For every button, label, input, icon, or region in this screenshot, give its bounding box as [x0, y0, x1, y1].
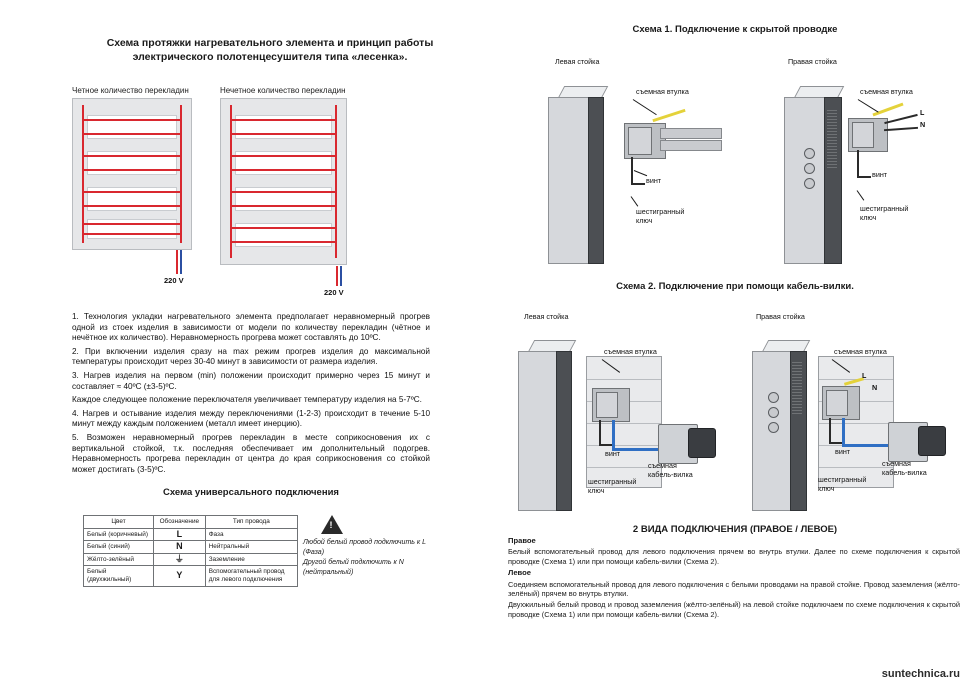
- table-header-row: [84, 516, 298, 529]
- label-N-2: N: [872, 383, 878, 392]
- scheme1-left-post-label: Левая стойка: [555, 57, 600, 66]
- cell-color-3: Жёлто-зелёный: [84, 553, 154, 566]
- ladder-even-caption: Четное количество перекладин: [72, 86, 189, 95]
- junction-box-face: [852, 122, 874, 148]
- leader-line: [631, 196, 639, 206]
- hex-key-shaft: [599, 420, 601, 446]
- cable-plug: [688, 428, 716, 458]
- voltage-label-even: 220 V: [164, 276, 184, 285]
- table-header-color: Цвет: [84, 516, 154, 529]
- junction-box-face: [596, 392, 618, 418]
- cell-type-3: Заземление: [205, 553, 297, 566]
- left-post-body: [518, 351, 558, 511]
- cell-type-4: Вспомогательный провод для левого подключения: [205, 566, 297, 586]
- junction-box-face: [628, 127, 652, 155]
- heating-line-left: [230, 105, 232, 258]
- ground-symbol-icon: ⏚: [153, 553, 205, 566]
- table-header-type: Тип провода: [205, 516, 297, 529]
- cell-type-2: Нейтральный: [205, 541, 297, 554]
- label-sleeve-4: съемная втулка: [834, 347, 887, 356]
- paragraph-4: 4. Нагрев и остывание изделия между переключениями (1-2-3) происходит в течение 5-10 минут между каждым положением (металл имеет инерцию).: [72, 408, 430, 429]
- left-post-side: [588, 97, 604, 264]
- hex-key-shaft: [829, 418, 831, 444]
- right-text: Белый вспомогательный провод для левого подключения прячем во внутрь втулки. Далее по схеме подключения к скрытой проводке (Схема 1) или при помощи кабель-вилки (Схема 2).: [508, 547, 960, 566]
- connection-wire: [842, 418, 845, 446]
- cell-color-1: Белый (коричневый): [84, 528, 154, 541]
- wiring-table: [83, 515, 298, 587]
- heating-line-right: [335, 105, 337, 258]
- cell-mark-4: Y: [153, 566, 205, 586]
- label-hexkey-1: шестигранный ключ: [636, 207, 685, 225]
- heating-line-rung: [82, 205, 182, 207]
- vent-grill-icon: [827, 110, 837, 170]
- ladder-rung: [87, 219, 177, 239]
- hex-key-handle: [857, 176, 871, 178]
- left-title: Схема протяжки нагревательного элемента и принцип работы электрического полотенцесушителя типа «лесенка».: [106, 37, 434, 63]
- ladder-even-wrap: [72, 86, 212, 285]
- leader-line: [858, 99, 879, 113]
- ladder-odd-figure: [220, 98, 347, 265]
- heating-line-rung: [230, 191, 337, 193]
- label-sleeve-1: съемная втулка: [636, 87, 689, 96]
- control-knobs-icon: [768, 392, 779, 437]
- scheme1-right-post-label: Правая стойка: [788, 57, 837, 66]
- wire-N: [884, 127, 918, 131]
- heating-line-rung: [82, 233, 182, 235]
- table-row: [84, 553, 298, 566]
- hidden-wiring-cable: [660, 128, 722, 139]
- cell-type-1: Фаза: [205, 528, 297, 541]
- left-paragraphs: [72, 312, 430, 478]
- heating-line-rung: [82, 223, 182, 225]
- cable-plug: [918, 426, 946, 456]
- cell-color-2: Белый (синий): [84, 541, 154, 554]
- label-sleeve-2: съемная втулка: [860, 87, 913, 96]
- power-lead-red: [176, 250, 178, 274]
- left-heading: Левое: [508, 568, 531, 578]
- label-sleeve-3: съемная втулка: [604, 347, 657, 356]
- left-post-side: [556, 351, 572, 511]
- paragraph-3: 3. Нагрев изделия на первом (min) положении происходит примерно через 15 минут и составляет ≈ 40ºС (±3-5)ºС.: [72, 370, 430, 391]
- heating-line-rung: [230, 119, 337, 121]
- control-knobs-icon: [804, 148, 815, 193]
- scheme1-title: Схема 1. Подключение к скрытой проводке: [632, 24, 838, 35]
- heating-line-rung: [230, 133, 337, 135]
- hex-key-handle: [829, 442, 842, 444]
- connection-types-title: 2 ВИДА ПОДКЛЮЧЕНИЯ (ПРАВОЕ / ЛЕВОЕ): [632, 524, 838, 535]
- ladder-even-figure: [72, 98, 192, 250]
- right-heading: Правое: [508, 536, 536, 545]
- paragraph-1: 1. Технология укладки нагревательного элемента предполагает неравномерный прогрев одной из стоек изделия в зависимости от модели по количеству перекладин (чётное и нечётное их количество). Неравномерность прогрева может составлять до 10ºС.: [72, 312, 430, 343]
- leader-line: [857, 190, 865, 200]
- vent-grill-icon: [792, 362, 802, 416]
- cell-mark-2: N: [153, 541, 205, 554]
- table-row: [84, 528, 298, 541]
- left-text-1: Соединяем вспомогательный провод для левого подключения с белыми проводами на правой стойке. Провод заземления (жёлто-зелёный) прячем во внутрь втулки.: [508, 579, 960, 599]
- site-footer: suntechnica.ru: [881, 668, 960, 680]
- label-screw-2: винт: [872, 170, 888, 179]
- ladder-diagrams: [72, 86, 432, 296]
- warning-note: [303, 515, 433, 578]
- label-hexkey-3: шестигранный ключ: [588, 477, 637, 495]
- warning-line-2: Другой белый подключить к N (нейтральный): [303, 559, 404, 576]
- ground-wire-yellow: [872, 103, 903, 117]
- cell-color-4: Белый (двухжильный): [84, 566, 154, 586]
- paragraph-2: 2. При включении изделия сразу на max режим прогрев изделия до максимальной температуры происходит через 30-40 минут в зависимости от размера изделия.: [72, 346, 430, 367]
- hidden-wiring-cable: [660, 140, 722, 151]
- left-post-body: [548, 97, 590, 264]
- table-row: [84, 566, 298, 586]
- label-hexkey-2: шестигранный ключ: [860, 204, 909, 222]
- heating-line-rung: [82, 119, 182, 121]
- junction-box-face: [826, 390, 848, 416]
- heating-line-rung: [230, 241, 337, 243]
- heating-line-rung: [230, 169, 337, 171]
- universal-scheme-title: Схема универсального подключения: [163, 487, 339, 498]
- heating-line-rung: [230, 155, 337, 157]
- scheme2-right-post-label: Правая стойка: [756, 312, 805, 321]
- right-column: [500, 0, 970, 686]
- table-row: [84, 541, 298, 554]
- label-cable-plug-1: съемная кабель-вилка: [648, 461, 693, 479]
- power-lead-blue: [340, 266, 342, 286]
- power-lead-red: [336, 266, 338, 286]
- wire-L: [884, 114, 917, 124]
- connection-wire: [612, 420, 615, 450]
- power-lead-blue: [180, 250, 182, 274]
- hex-key-shaft: [631, 157, 633, 185]
- scheme2-title: Схема 2. Подключение при помощи кабель-вилки.: [616, 281, 854, 292]
- ladder-odd-wrap: [220, 86, 400, 297]
- label-screw-3: винт: [605, 449, 621, 458]
- label-screw-1: винт: [646, 176, 662, 185]
- hex-key-handle: [599, 444, 612, 446]
- hex-key-handle: [631, 183, 645, 185]
- warning-line-1: Любой белый провод подключить к L (Фаза): [303, 539, 426, 556]
- heating-line-rung: [230, 227, 337, 229]
- heating-line-rung: [82, 169, 182, 171]
- bottom-text-block: [508, 536, 960, 621]
- ground-wire-yellow: [652, 109, 685, 122]
- label-cable-plug-2: съемная кабель-вилка: [882, 459, 927, 477]
- paragraph-3b: Каждое следующее положение переключателя увеличивает температуру изделия на 5-7ºС.: [72, 395, 422, 405]
- left-text-2: Двухжильный белый провод и провод заземления (жёлто-зелёный) на левой стойке подключаем по схеме подключения к скрытой проводке (Схема 1) или при помощи кабель-вилки (Схема 2).: [508, 600, 960, 619]
- label-screw-4: винт: [835, 447, 851, 456]
- hex-key-shaft: [857, 150, 859, 178]
- scheme2-left-post-label: Левая стойка: [524, 312, 569, 321]
- cell-mark-1: L: [153, 528, 205, 541]
- heating-line-rung: [230, 205, 337, 207]
- leader-line: [633, 99, 657, 115]
- ladder-odd-caption: Нечетное количество перекладин: [220, 86, 346, 95]
- heating-line-rung: [82, 133, 182, 135]
- heating-line-rung: [82, 155, 182, 157]
- heating-line-rung: [82, 191, 182, 193]
- label-L-2: L: [862, 371, 867, 380]
- table-header-mark: Обозначение: [153, 516, 205, 529]
- label-L: L: [920, 108, 925, 117]
- warning-triangle-icon: [321, 515, 343, 534]
- leader-line: [634, 170, 647, 176]
- paragraph-5: 5. Возможен неравномерный прогрев перекладин в месте соприкосновения их с вертикальной стойкой, т.к. последняя обеспечивает им дополнительный подогрев. Неравномерность прогрева перекладин от центра до края соприкосновения со стойкой может достигать (3-5)ºС.: [72, 432, 430, 474]
- label-hexkey-4: шестигранный ключ: [818, 475, 867, 493]
- voltage-label-odd: 220 V: [324, 288, 344, 297]
- label-N: N: [920, 120, 926, 129]
